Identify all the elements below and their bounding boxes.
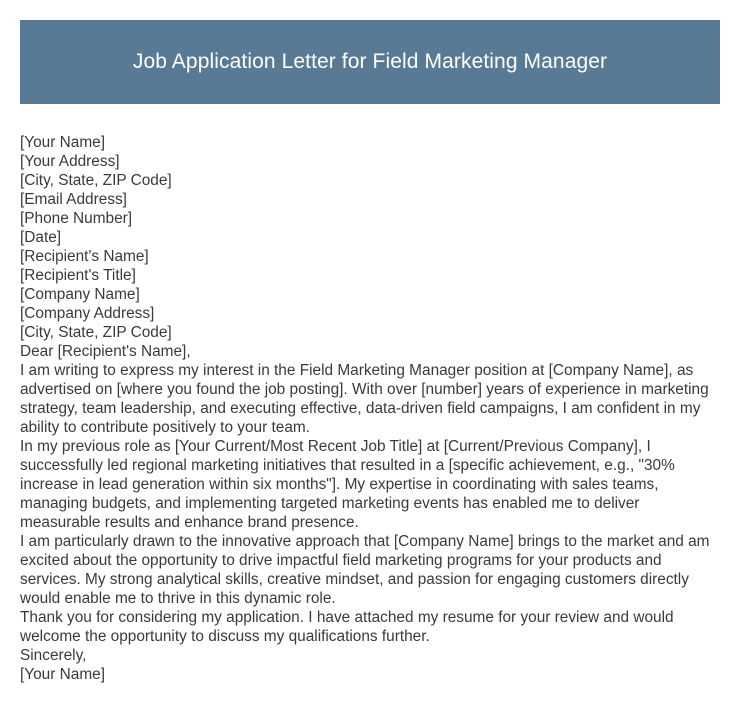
sender-address: [Your Address]	[20, 153, 120, 170]
sender-phone: [Phone Number]	[20, 210, 133, 227]
page-title: Job Application Letter for Field Marketing Manager	[132, 50, 608, 73]
salutation: Dear [Recipient's Name],	[20, 343, 191, 360]
title-banner	[20, 20, 720, 104]
recipient-address: [Company Address]	[20, 305, 155, 322]
sender-name: [Your Name]	[20, 134, 105, 151]
sender-email: [Email Address]	[20, 191, 127, 208]
recipient-city-state-zip: [City, State, ZIP Code]	[20, 324, 172, 341]
recipient-title: [Recipient's Title]	[20, 267, 136, 284]
paragraph-thanks: Thank you for considering my application. I have attached my resume for your review and would welcome the opportunity to discuss my qualifications further.	[20, 609, 674, 645]
closing: Sincerely,	[20, 647, 87, 664]
recipient-company: [Company Name]	[20, 286, 140, 303]
sender-city-state-zip: [City, State, ZIP Code]	[20, 172, 172, 189]
paragraph-motivation: I am particularly drawn to the innovative approach that [Company Name] brings to the market and am excited about the opportunity to drive impactful field marketing programs for your products and services. My strong analytical skills, creative mindset, and passion for engaging customers directly would enable me to thrive in this dynamic role.	[20, 533, 710, 607]
paragraph-experience: In my previous role as [Your Current/Most Recent Job Title] at [Current/Previous Company], I successfully led regional marketing initiatives that resulted in a [specific achievement, e.g., "30% increase in lead generation within six months"]. My expertise in coordinating with sales teams, managing budgets, and implementing targeted marketing events has enabled me to deliver measurable results and enhance brand presence.	[20, 438, 675, 531]
signature: [Your Name]	[20, 666, 105, 683]
letter-body	[20, 133, 720, 684]
paragraph-intro: I am writing to express my interest in the Field Marketing Manager position at [Company Name], as advertised on [where you found the job posting]. With over [number] years of experience in marketing strategy, team leadership, and executing effective, data-driven field campaigns, I am confident in my ability to contribute positively to your team.	[20, 362, 709, 436]
letter-date: [Date]	[20, 229, 62, 246]
recipient-name: [Recipient's Name]	[20, 248, 149, 265]
